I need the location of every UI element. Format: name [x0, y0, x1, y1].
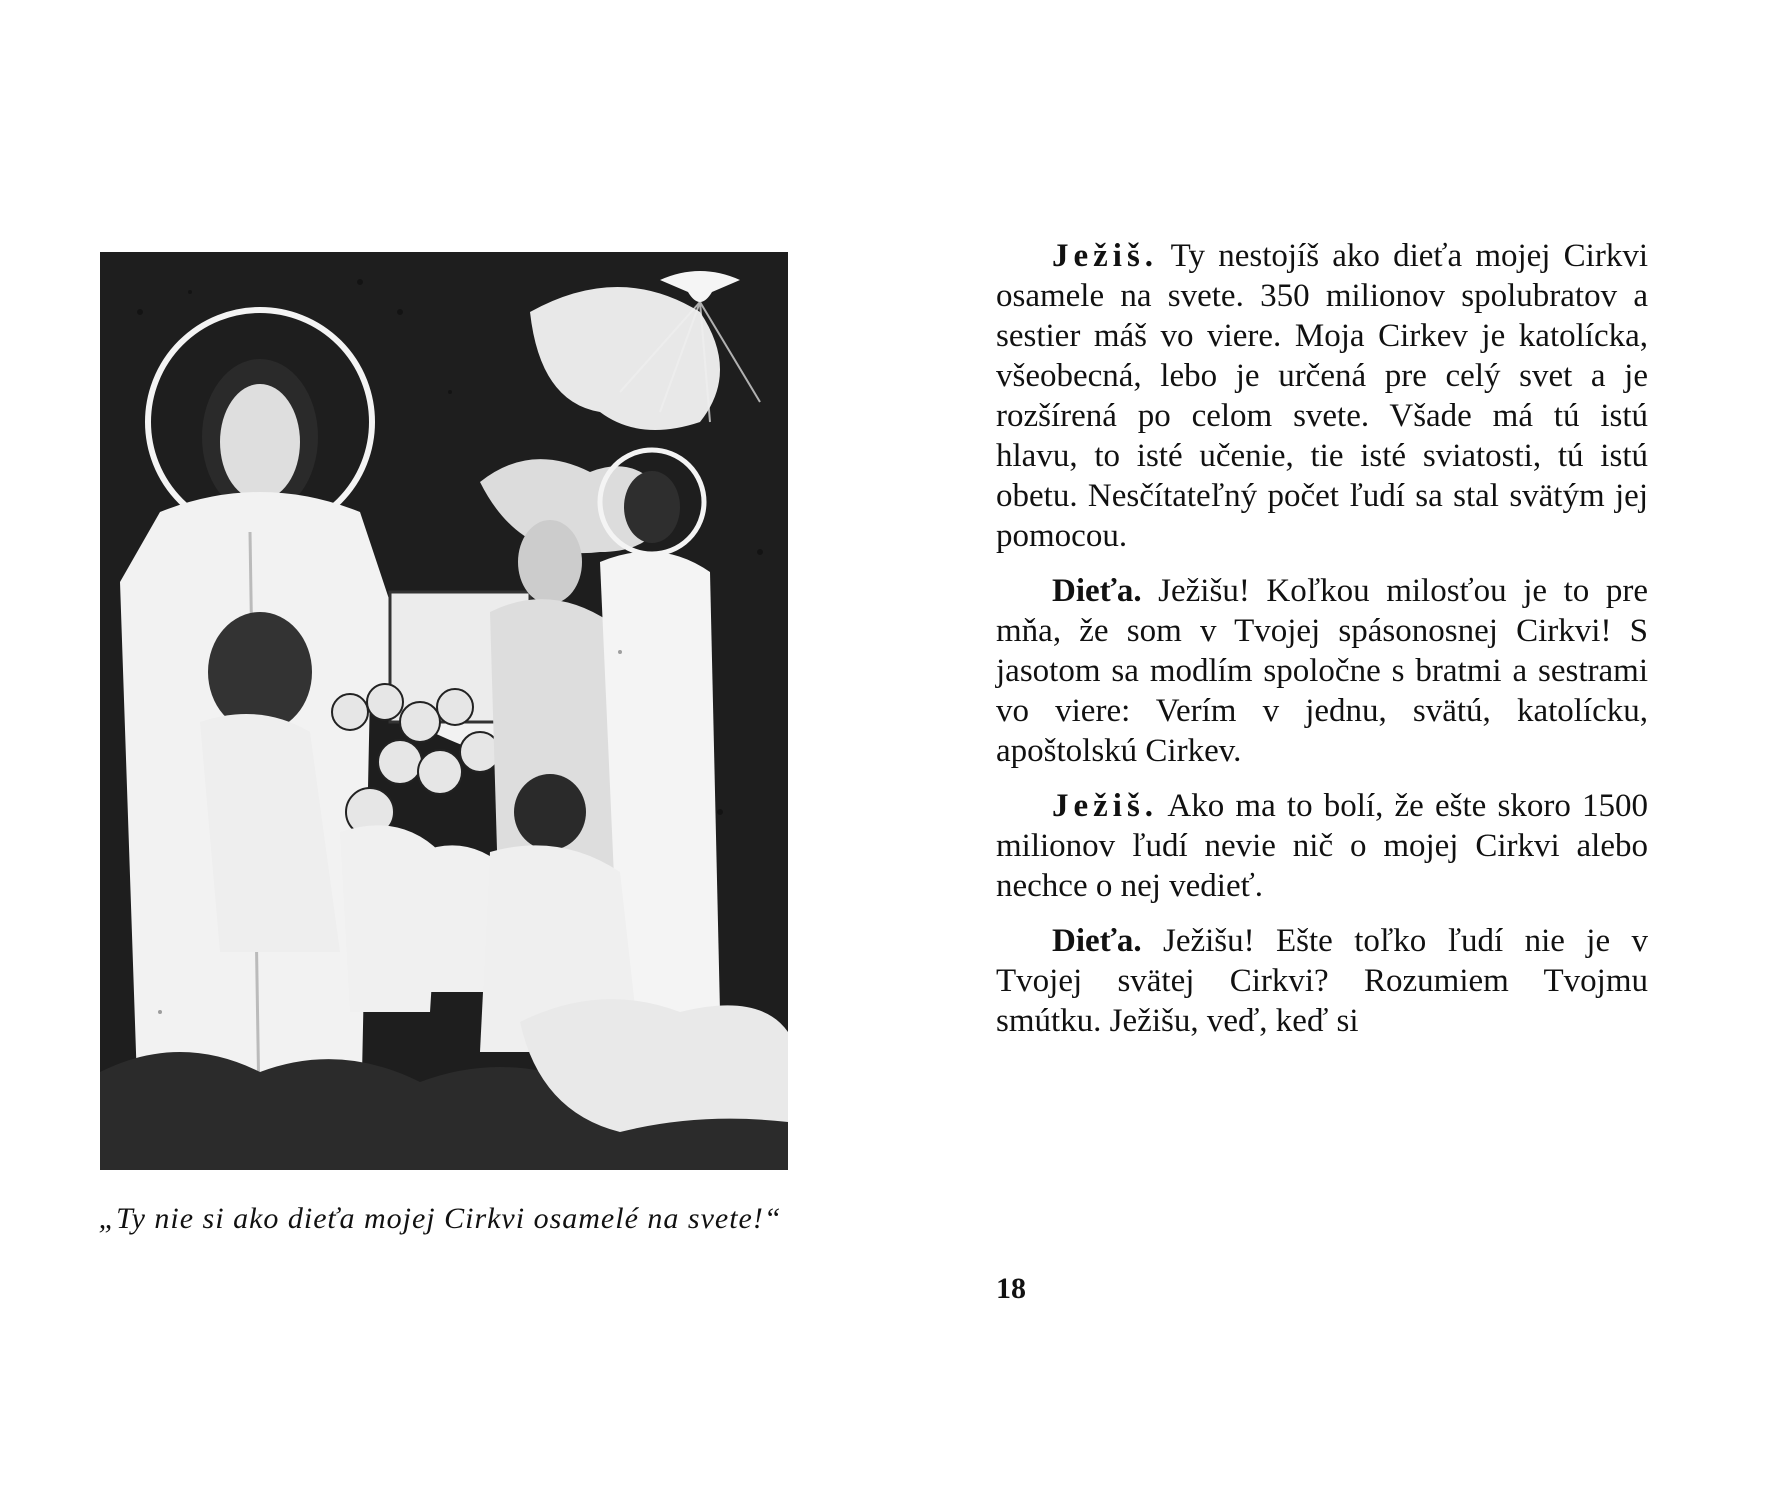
church-illustration: [100, 252, 788, 1170]
illustration-drawing: [100, 252, 788, 1170]
paragraph-body: Ako ma to bolí, že ešte skoro 1500 milionov ľudí nevie nič o mojej Cirkvi alebo nechce o nej vedieť.: [996, 788, 1648, 904]
speaker-label: Ježiš.: [1052, 238, 1159, 274]
paragraph-body: Ježišu! Ešte toľko ľudí nie je v Tvojej svätej Cirkvi? Rozumiem Tvojmu smútku. Ježišu, veď, keď si: [996, 923, 1648, 1039]
paragraph: [996, 236, 1648, 556]
speaker-label: Ježiš.: [1052, 788, 1159, 824]
speaker-label: Dieťa.: [1052, 923, 1142, 959]
illustration-caption: „Ty nie si ako dieťa mojej Cirkvi osamelé na svete!“: [98, 1202, 782, 1235]
paragraph: [996, 571, 1648, 771]
paragraph: [996, 921, 1648, 1041]
dialogue-text: [996, 236, 1648, 1041]
paragraph-body: Ježišu! Koľkou milosťou je to pre mňa, že som v Tvojej spásonosnej Cirkvi! S jasotom sa modlím spoločne s bratmi a sestrami vo viere: Verím v jednu, svätú, katolícku, apoštolskú Cirkev.: [996, 573, 1648, 769]
speaker-label: Dieťa.: [1052, 573, 1142, 609]
paragraph: [996, 786, 1648, 906]
page-number: 18: [996, 1272, 1026, 1305]
paragraph-body: Ty nestojíš ako dieťa mojej Cirkvi osamele na svete. 350 milionov spolubratov a sestier máš vo viere. Moja Cirkev je katolícka, všeobecná, lebo je určená pre celý svet a je rozšírená po celom svete. Všade má tú istú hlavu, to isté učenie, tie isté sviatosti, tú istú obetu. Nesčítateľný počet ľudí sa stal svätým jej pomocou.: [996, 238, 1648, 554]
